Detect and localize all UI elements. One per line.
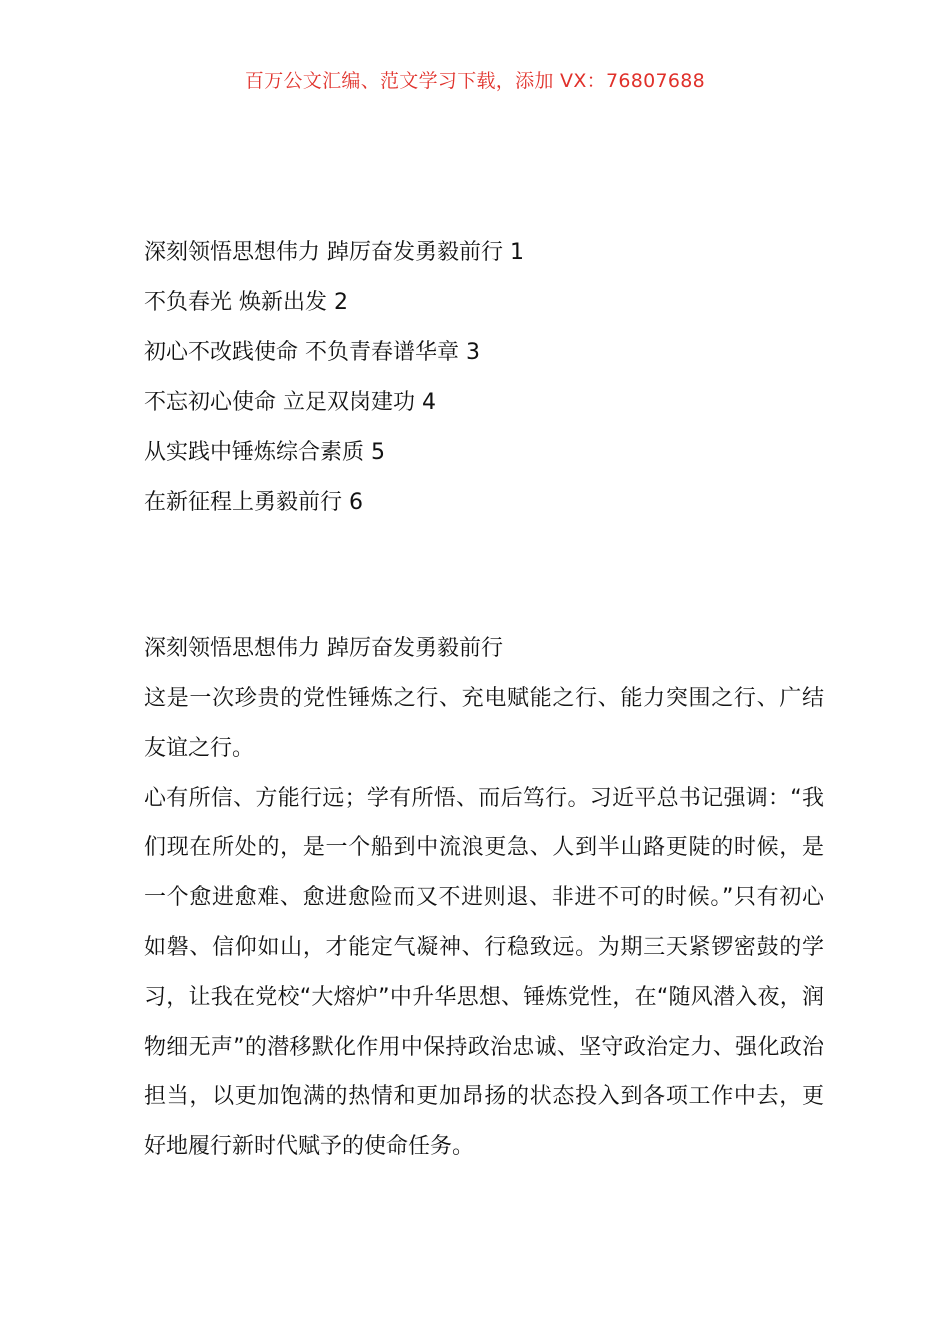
toc-item[interactable] [144,328,844,378]
article-body [144,624,824,1172]
toc-item-page: 1 [510,240,524,265]
toc-item-page: 6 [349,490,364,515]
table-of-contents [144,228,844,528]
toc-item-page: 3 [466,340,480,365]
toc-item-page: 2 [334,290,348,315]
toc-item[interactable] [144,428,844,478]
toc-item-title: 从实践中锤炼综合素质 [144,440,365,465]
toc-item-title: 深刻领悟思想伟力 踔厉奋发勇毅前行 [144,240,503,265]
toc-item[interactable] [144,478,844,528]
article-title: 深刻领悟思想伟力 踔厉奋发勇毅前行 [144,636,503,661]
toc-item[interactable] [144,378,844,428]
toc-item-title: 在新征程上勇毅前行 [144,490,343,515]
toc-item-title: 初心不改践使命 不负青春谱华章 [144,340,459,365]
toc-item-page: 5 [371,440,386,465]
toc-item-title: 不负春光 焕新出发 [144,290,327,315]
toc-item[interactable] [144,278,844,328]
toc-item-page: 4 [422,390,436,415]
article-paragraph: 这是一次珍贵的党性锤炼之行、充电赋能之行、能力突围之行、广结友谊之行。 [144,686,824,761]
toc-item-title: 不忘初心使命 立足双岗建功 [144,390,415,415]
article-paragraph: 心有所信、方能行远；学有所悟、而后笃行。习近平总书记强调：“我们现在所处的，是一个船到中流浪更急、人到半山路更陡的时候，是一个愈进愈难、愈进愈险而又不进则退、非进不可的时候。”只有初心如磐、信仰如山，才能定气凝神、行稳致远。为期三天紧锣密鼓的学习，让我在党校“大熔炉”中升华思想、锤炼党性，在“随风潜入夜，润物细无声”的潜移默化作用中保持政治忠诚、坚守政治定力、强化政治担当，以更加饱满的热情和更加昂扬的状态投入到各项工作中去，更好地履行新时代赋予的使命任务。 [144,785,824,1160]
page-header-watermark: 百万公文汇编、范文学习下载，添加 VX：76807688 [244,70,706,92]
toc-item[interactable] [144,228,844,278]
